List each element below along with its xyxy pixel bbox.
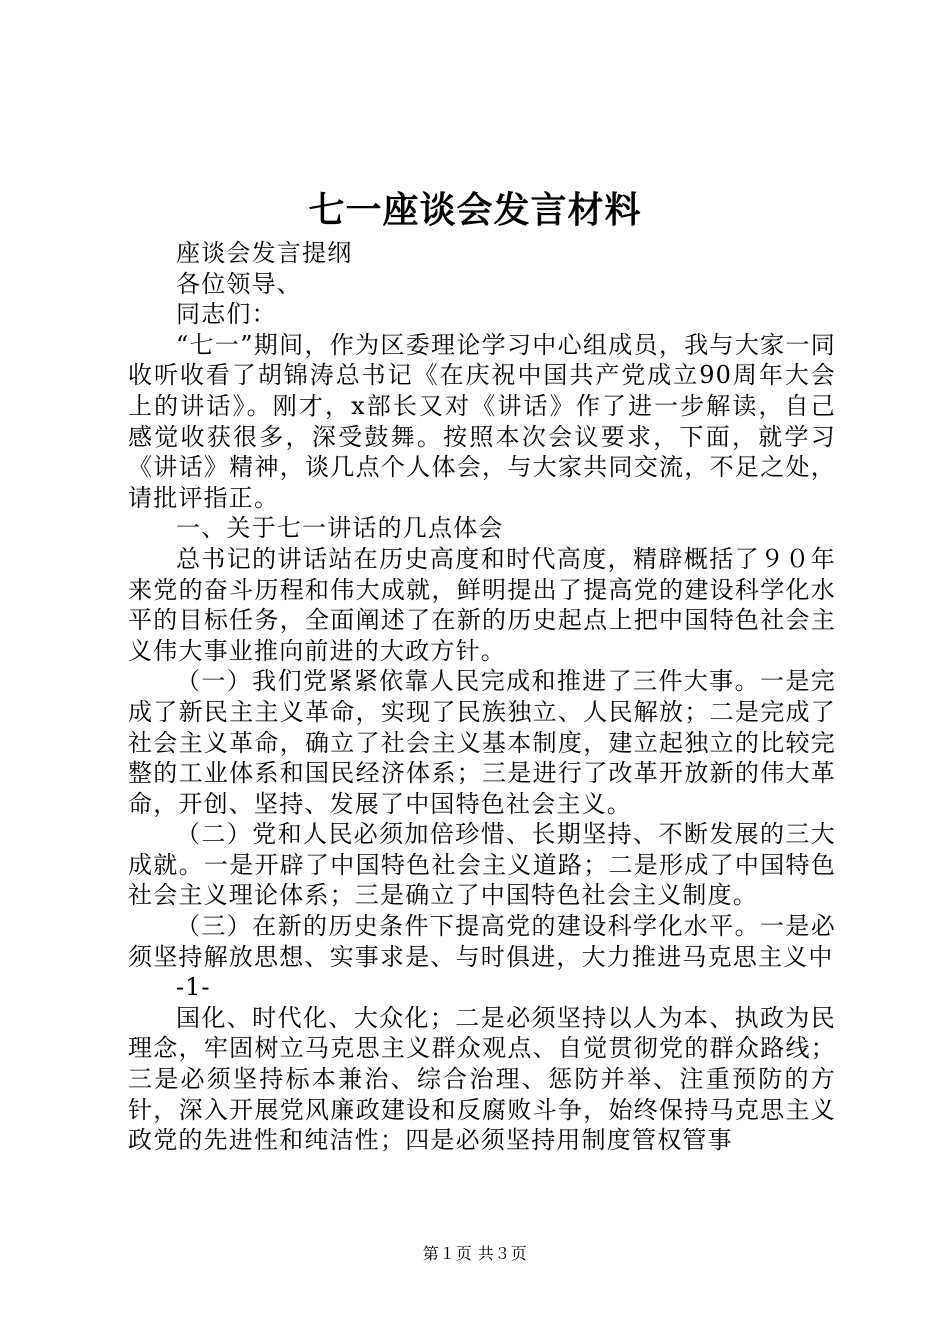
paragraph-point-3: （三）在新的历史条件下提高党的建设科学化水平。一是必须坚持解放思想、实事求是、与时俱进，大力推进马克思主义中 bbox=[128, 912, 836, 971]
paragraph-point-2: （二）党和人民必须加倍珍惜、长期坚持、不断发展的三大成就。一是开辟了中国特色社会主义道路；二是形成了中国特色社会主义理论体系；三是确立了中国特色社会主义制度。 bbox=[128, 820, 836, 910]
document-title: 七一座谈会发言材料 bbox=[308, 189, 642, 231]
page-footer: 第１页 共３页 bbox=[422, 1244, 528, 1263]
paragraph-continuation: 国化、时代化、大众化；二是必须坚持以人为本、执政为民理念，牢固树立马克思主义群众观点、自觉贯彻党的群众路线；三是必须坚持标本兼治、综合治理、惩防并举、注重预防的方针，深入开展党风廉政建设和反腐败斗争，始终保持马克思主义政党的先进性和纯洁性；四是必须坚持用制度管权管事 bbox=[128, 1003, 836, 1155]
document-body bbox=[128, 238, 836, 1156]
paragraph-salutation-comrades: 同志们： bbox=[176, 300, 277, 329]
paragraph-point-1: （一）我们党紧紧依靠人民完成和推进了三件大事。一是完成了新民主主义革命，实现了民族独立、人民解放；二是完成了社会主义革命，确立了社会主义基本制度，建立起独立的比较完整的工业体系和国民经济体系；三是进行了改革开放新的伟大革命，开创、坚持、发展了中国特色社会主义。 bbox=[128, 667, 836, 818]
paragraph-outline-heading: 座谈会发言提纲 bbox=[176, 239, 353, 267]
section-heading-1: 一、关于七一讲话的几点体会 bbox=[176, 514, 504, 543]
paragraph-summary: 总书记的讲话站在历史高度和时代高度，精辟概括了９０年来党的奋斗历程和伟大成就，鲜明提出了提高党的建设科学化水平的目标任务，全面阐述了在新的历史起点上把中国特色社会主义伟大事业推向前进的大政方针。 bbox=[128, 544, 836, 665]
paragraph-salutation-leaders: 各位领导、 bbox=[176, 269, 302, 298]
page-number-marker: -1- bbox=[176, 973, 211, 1002]
paragraph-intro: “七一”期间，作为区委理论学习中心组成员，我与大家一同收听收看了胡锦涛总书记《在庆祝中国共产党成立90周年大会上的讲话》。刚才，x部长又对《讲话》作了进一步解读，自己感觉收获很多，深受鼓舞。按照本次会议要求，下面，就学习《讲话》精神，谈几点个人体会，与大家共同交流，不足之处，请批评指正。 bbox=[128, 330, 836, 512]
